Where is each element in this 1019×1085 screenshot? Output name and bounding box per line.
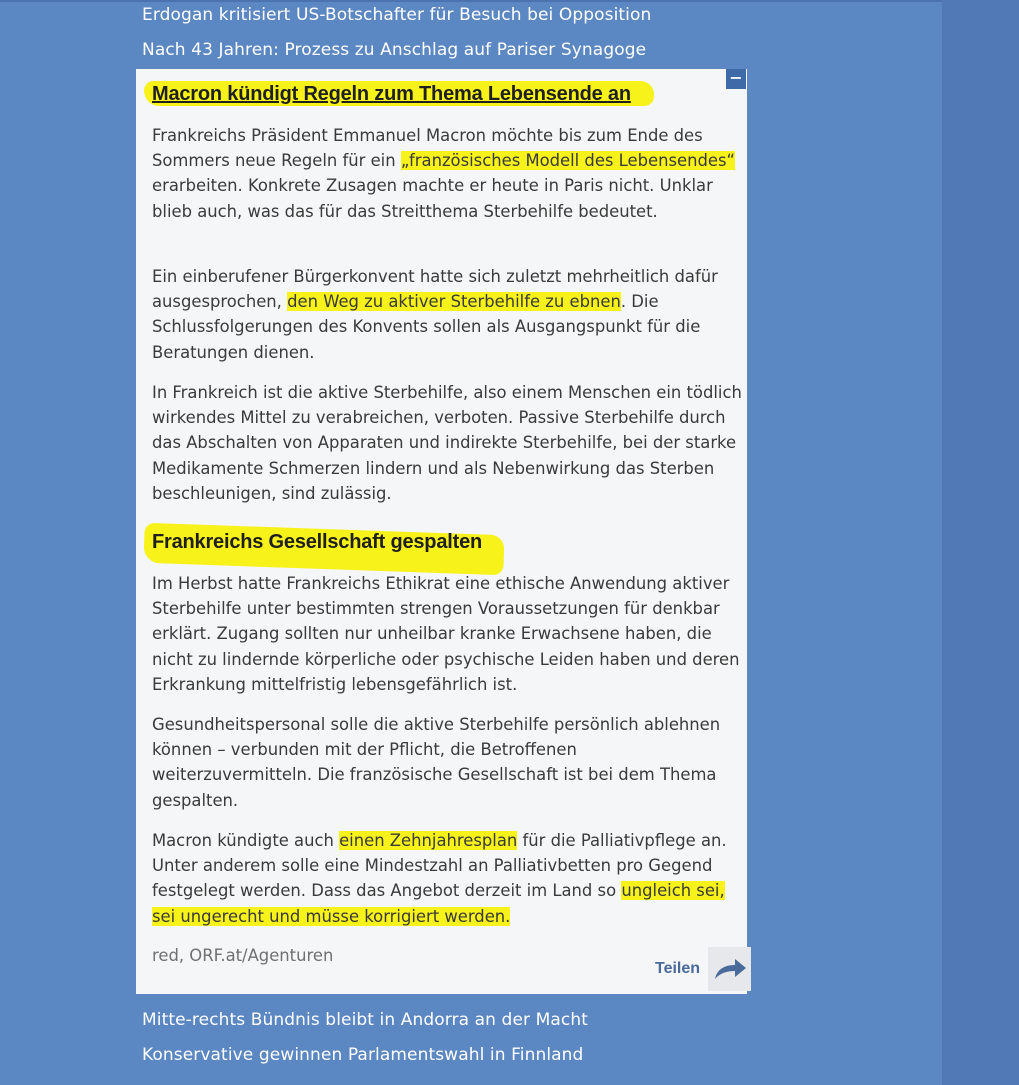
highlight-modell: „französisches Modell des Lebensendes“ [400, 151, 736, 171]
paragraph-1: Frankreichs Präsident Emmanuel Macron möchte bis zum Ende des Sommers neue Regeln für ein „französisches Modell des Lebensendes“ erarbeiten. Konkrete Zusagen machte er heute in Paris nicht. Unklar blieb auch, was das für das Streitthema Sterbehilfe bedeutet. [152, 126, 736, 221]
top-border [0, 0, 942, 2]
paragraph-3: In Frankreich ist die aktive Sterbehilfe, also einem Menschen ein tödlich wirkendes Mittel zu verabreichen, verboten. Passive Sterbehilfe durch das Abschalten von Apparaten und indirekte Sterbehilfe, bei der starke Medikamente Schmerzen lindern und als Nebenwirkung das Sterben beschleunigen, sind zulässig. [152, 383, 742, 503]
collapse-button[interactable] [726, 69, 746, 89]
highlight-sterbehilfe: den Weg zu aktiver Sterbehilfe zu ebnen [287, 292, 621, 312]
nav-link-finnland[interactable]: Konservative gewinnen Parlamentswahl in Finnland [142, 1045, 584, 1065]
share-button[interactable] [655, 947, 751, 991]
article-source: red, ORF.at/Agenturen [152, 946, 334, 965]
right-margin-strip [942, 0, 1019, 1085]
article-title: Macron kündigt Regeln zum Thema Lebensende an [152, 83, 631, 105]
nav-link-andorra[interactable]: Mitte-rechts Bündnis bleibt in Andorra an der Macht [142, 1010, 588, 1030]
share-label: Teilen [655, 960, 701, 977]
paragraph-6: Macron kündigte auch einen Zehnjahresplan für die Palliativpflege an. Unter anderem solle eine Mindestzahl an Palliativbetten pro Gegend festgelegt werden. Dass das Angebot derzeit im Land so ungleich sei, sei ungerecht und müsse korrigiert werden. [152, 831, 727, 926]
collapse-icon: − [729, 68, 743, 87]
paragraph-5: Gesundheitspersonal solle die aktive Sterbehilfe persönlich ablehnen können – verbunden mit der Pflicht, die Betroffenen weiterzuvermitteln. Die französische Gesellschaft ist bei dem Thema gespalten. [152, 715, 721, 810]
nav-link-synagoge[interactable]: Nach 43 Jahren: Prozess zu Anschlag auf Pariser Synagoge [142, 40, 647, 60]
article-card [136, 69, 747, 994]
highlight-zehnjahresplan: einen Zehnjahresplan [339, 831, 518, 850]
paragraph-4: Im Herbst hatte Frankreichs Ethikrat eine ethische Anwendung aktiver Sterbehilfe unter bestimmten strengen Voraussetzungen für denkbar erklärt. Zugang sollten nur unheilbar kranke Erwachsene haben, die nicht zu lindernde körperliche oder psychische Leiden haben und deren Erkrankung mittelfristig lebensgefährlich ist. [152, 574, 740, 694]
share-arrow-icon [708, 947, 751, 991]
highlight-ungleich: ungleich sei, sei ungerecht und müsse korrigiert werden. [152, 881, 725, 926]
paragraph-2: Ein einberufener Bürgerkonvent hatte sich zuletzt mehrheitlich dafür ausgesprochen, den Weg zu aktiver Sterbehilfe zu ebnen. Die Schlussfolgerungen des Konvents sollen als Ausgangspunkt für die Beratungen dienen. [152, 267, 718, 362]
nav-link-erdogan[interactable]: Erdogan kritisiert US-Botschafter für Besuch bei Opposition [142, 5, 652, 25]
subheading: Frankreichs Gesellschaft gespalten [152, 531, 483, 553]
